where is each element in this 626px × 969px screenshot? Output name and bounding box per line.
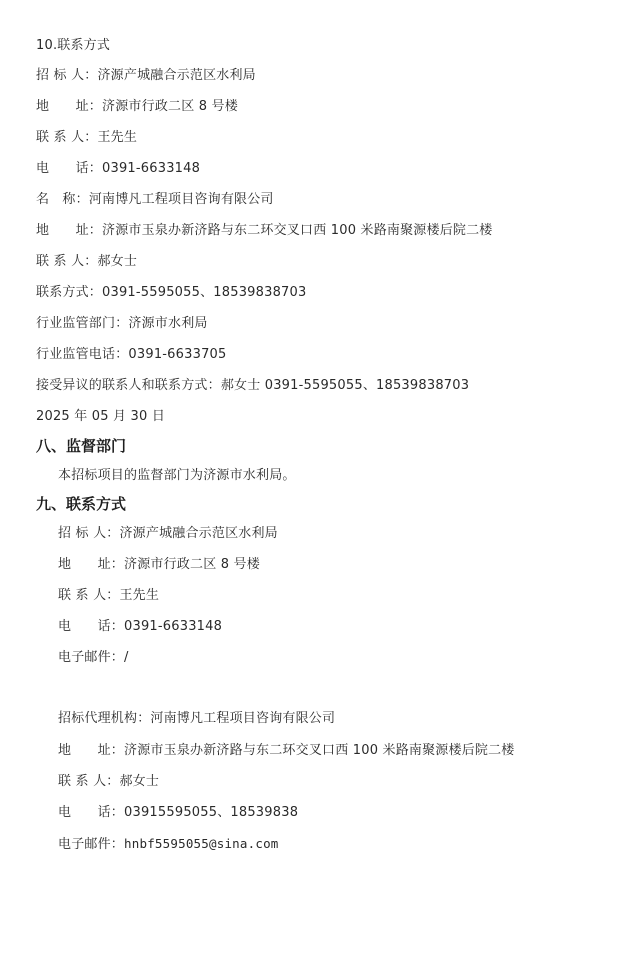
s9-address-value: 济源市行政二区 8 号楼 (124, 557, 260, 572)
contact-label: 联 系 人： (36, 130, 98, 145)
address-value: 济源市行政二区 8 号楼 (102, 99, 238, 114)
s9-agency-email-value[interactable]: hnbf5595055@sina.com (124, 836, 279, 851)
s9-agency-contact-value: 郝女士 (119, 774, 160, 789)
agency-contact-info-row (36, 285, 306, 301)
objection-contact-label: 接受异议的联系人和联系方式： (36, 378, 221, 393)
document-date: 2025 年 05 月 30 日 (36, 409, 166, 424)
s9-contact-label: 联 系 人： (58, 588, 120, 603)
address-label: 地 址： (36, 99, 103, 114)
s9-tenderer-row (58, 526, 278, 542)
section10-title: 10.联系方式 (36, 38, 111, 53)
s9-agency-value: 河南博凡工程项目咨询有限公司 (150, 711, 336, 726)
section9-heading: 九、联系方式 (36, 495, 127, 513)
objection-contact-value: 郝女士 0391-5595055、18539838703 (220, 378, 470, 393)
agency-name-label: 名 称： (36, 192, 89, 207)
supervisor-dept-label: 行业监管部门： (36, 316, 129, 331)
agency-name-value: 河南博凡工程项目咨询有限公司 (88, 192, 274, 207)
s9-agency-contact-label: 联 系 人： (58, 774, 120, 789)
tenderer-row (36, 68, 256, 84)
s9-tenderer-label: 招 标 人： (58, 526, 120, 541)
s9-agency-phone-row (58, 805, 298, 821)
phone-row (36, 161, 200, 177)
objection-contact-row (36, 378, 469, 394)
s9-agency-label: 招标代理机构： (58, 711, 151, 726)
agency-contact-value: 郝女士 (97, 254, 138, 269)
agency-address-value: 济源市玉泉办新济路与东二环交叉口西 100 米路南聚源楼后院二楼 (102, 223, 493, 238)
s9-address-label: 地 址： (58, 557, 125, 572)
agency-contact-info-label: 联系方式： (36, 285, 103, 300)
s9-phone-value: 0391-6633148 (124, 619, 223, 634)
supervisor-phone-value: 0391-6633705 (128, 347, 227, 362)
section8-heading: 八、监督部门 (36, 437, 127, 455)
tenderer-label: 招 标 人： (36, 68, 98, 83)
agency-address-label: 地 址： (36, 223, 103, 238)
supervisor-phone-row (36, 347, 226, 363)
phone-label: 电 话： (36, 161, 103, 176)
s9-agency-phone-value: 03915595055、18539838 (124, 805, 299, 820)
supervisor-phone-label: 行业监管电话： (36, 347, 129, 362)
s9-phone-label: 电 话： (58, 619, 125, 634)
s9-agency-row (58, 711, 335, 727)
s9-email-value: / (124, 650, 129, 665)
s9-contact-row (58, 588, 159, 604)
s9-agency-email-row (58, 836, 279, 853)
supervisor-dept-row (36, 316, 208, 332)
s9-agency-address-value: 济源市玉泉办新济路与东二环交叉口西 100 米路南聚源楼后院二楼 (124, 743, 515, 758)
s9-contact-value: 王先生 (119, 588, 160, 603)
s9-agency-contact-row (58, 774, 159, 790)
s9-phone-row (58, 619, 222, 635)
s9-email-label: 电子邮件： (58, 650, 125, 665)
contact-value: 王先生 (97, 130, 138, 145)
contact-row (36, 130, 137, 146)
phone-value: 0391-6633148 (102, 161, 201, 176)
s9-agency-address-label: 地 址： (58, 743, 125, 758)
agency-name-row (36, 192, 274, 208)
section8-body: 本招标项目的监督部门为济源市水利局。 (58, 468, 296, 483)
agency-contact-row (36, 254, 137, 270)
agency-contact-label: 联 系 人： (36, 254, 98, 269)
s9-tenderer-value: 济源产城融合示范区水利局 (119, 526, 278, 541)
agency-address-row (36, 223, 493, 239)
address-row (36, 99, 238, 115)
s9-agency-phone-label: 电 话： (58, 805, 125, 820)
s9-address-row (58, 557, 260, 573)
s9-agency-address-row (58, 743, 515, 759)
agency-contact-info-value: 0391-5595055、18539838703 (102, 285, 307, 300)
s9-email-row (58, 650, 129, 666)
tenderer-value: 济源产城融合示范区水利局 (97, 68, 256, 83)
supervisor-dept-value: 济源市水利局 (128, 316, 208, 331)
s9-agency-email-label: 电子邮件： (58, 837, 125, 852)
